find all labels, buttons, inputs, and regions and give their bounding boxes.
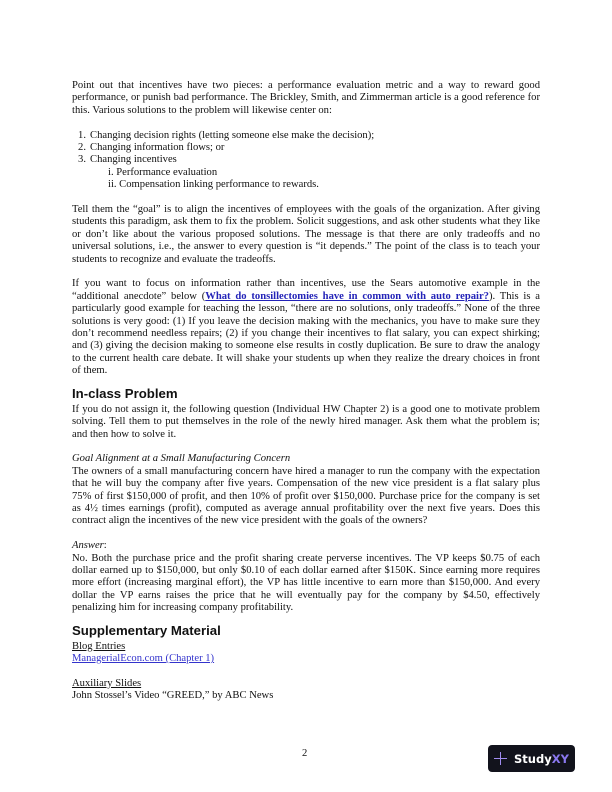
answer-label: Answer:: [72, 540, 107, 552]
plus-icon: [494, 752, 507, 765]
sublist-item: ii. Compensation linking performance to rewards.: [108, 179, 319, 191]
list-item: 2. Changing information flows; or: [78, 142, 225, 154]
badge-brand-accent: XY: [551, 751, 569, 766]
blog-entries-label: Blog Entries: [72, 640, 126, 652]
in-class-intro: If you do not assign it, the following question (Individual HW Chapter 2) is a good one to motivate problem solving. Tell them to put themselves in the role of the newly hired manager. Ask them what the problem is; and then how to solve it.: [72, 403, 540, 440]
intro-paragraph: Point out that incentives have two pieces: a performance evaluation metric and a way to reward good performance, or punish bad performance. The Brickley, Smith, and Zimmerman article is a good reference for this. Various solutions to the problem will likewise center on:: [72, 80, 540, 116]
problem-text: The owners of a small manufacturing concern have hired a manager to run the company with the expectation that he will buy the company after five years. Compensation of the new vice president is a flat salary plus 75% of first $150,000 of profit, and then 10% of profit over $150,000. Purchase price for the company is set as 4½ times earnings (profit), computed as average annual profitability over the next five years. Does this contract align the incentives of the new vice president with the goals of the owners?: [72, 465, 540, 527]
incentives-sublist: [72, 167, 540, 192]
tonsillectomies-link[interactable]: What do tonsillectomies have in common with auto repair?: [205, 290, 489, 302]
supplementary-heading: Supplementary Material: [72, 622, 221, 638]
in-class-problem-heading: In-class Problem: [72, 385, 178, 401]
studyxy-badge[interactable]: [488, 745, 575, 772]
goal-paragraph: Tell them the “goal” is to align the incentives of employees with the goals of the organization. After giving students this paradigm, ask them to fix the problem. Solicit suggestions, and ask other students what they like or don’t like about the various proposed solutions. The message is that there are only tradeoffs and no universal solutions, i.e., the answer to every question is “it depends.” The point of the class is to teach your students to recognize and evaluate the tradeoffs.: [72, 204, 540, 265]
list-item: 1. Changing decision rights (letting someone else make the decision);: [78, 129, 375, 141]
managerial-econ-link[interactable]: ManagerialEcon.com (Chapter 1): [72, 652, 215, 664]
sublist-item: i. Performance evaluation: [108, 166, 218, 178]
page-number: 2: [302, 748, 308, 759]
solutions-list: [72, 130, 540, 167]
list-item: 3. Changing incentives: [78, 154, 177, 166]
document-page: [72, 80, 540, 703]
answer-text: No. Both the purchase price and the profit sharing create perverse incentives. The VP keeps $0.75 of each dollar earned up to $150,000, but only $0.10 of each dollar earned after $150K. Since earning more requires more effort (increasing marginal effort), the VP has little incentive to earn more than $150,000. And every dollar the VP earns raises the price that he will eventually pay for the company by $4.50, effectively penalizing him for increasing company profitability.: [72, 552, 540, 614]
auxiliary-slides-label: Auxiliary Slides: [72, 677, 142, 689]
problem-title: Goal Alignment at a Small Manufacturing Concern: [72, 453, 291, 465]
information-paragraph: If you want to focus on information rather than incentives, use the Sears automotive example in the “additional anecdote” below (What do tonsillectomies have in common with auto repair?). This is a particularly good example for teaching the lesson, “there are no solutions, only tradeoffs.” None of the three solutions is very good: (1) If you leave the decision making with the mechanics, you have to make sure they don’t recommend needless repairs; (2) if you change their incentives to flat salary, you can expect shirking; and (3) giving the decision making to someone else results in costly duplication. Be sure to draw the analogy to the current health care debate. It will shake your students up when they realize the dreary choices in front of them.: [72, 278, 540, 377]
greed-video-text: John Stossel’s Video “GREED,” by ABC News: [72, 690, 274, 702]
badge-brand: Study: [514, 751, 552, 766]
